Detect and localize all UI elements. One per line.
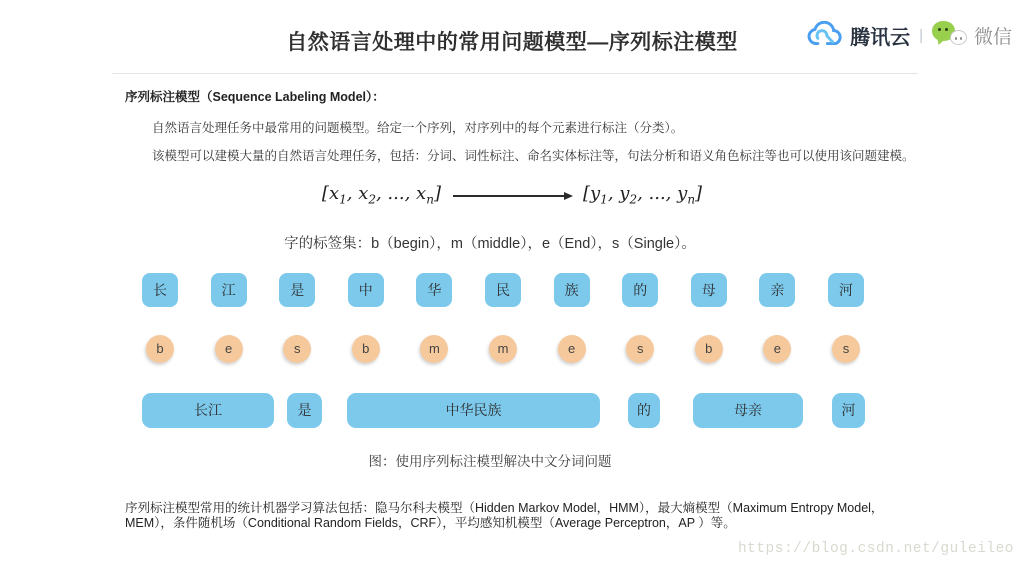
tag-circle: s (283, 335, 311, 363)
word-box: 长江 (142, 393, 274, 428)
tencent-cloud-icon (806, 21, 844, 49)
tag-circle: b (695, 335, 723, 363)
tag-circle: e (763, 335, 791, 363)
tag-circle: m (420, 335, 448, 363)
brand-divider: | (919, 26, 923, 44)
char-box: 江 (211, 273, 247, 307)
section-heading: 序列标注模型（Sequence Labeling Model）： (125, 90, 385, 104)
char-box: 的 (622, 273, 658, 307)
word-box: 的 (628, 393, 660, 428)
tag-circle: e (558, 335, 586, 363)
word-box: 中华民族 (347, 393, 600, 428)
watermark-url: https://blog.csdn.net/guleileo (737, 541, 1014, 557)
figure-caption: 图：使用序列标注模型解决中文分词问题 (368, 454, 612, 469)
tag-circle: s (832, 335, 860, 363)
label-set-definition: 字的标签集：b（begin），m（middle），e（End），s（Single）。 (284, 236, 696, 252)
sequence-formula (0, 183, 1024, 207)
tencent-cloud-label: 腾讯云 (850, 26, 911, 49)
char-box: 华 (416, 273, 452, 307)
char-box: 民 (485, 273, 521, 307)
tag-circle: e (215, 335, 243, 363)
char-box: 族 (554, 273, 590, 307)
word-box: 是 (287, 393, 322, 428)
segmentation-diagram (142, 273, 865, 429)
tag-circle: b (352, 335, 380, 363)
char-box: 中 (348, 273, 384, 307)
word-box: 母亲 (693, 393, 803, 428)
wechat-label: 微信 (973, 26, 1012, 48)
footnote-paragraph: 序列标注模型常用的统计机器学习算法包括：隐马尔科夫模型（Hidden Markov Model，HMM），最大熵模型（Maximum Entropy Model，MEM），条件随机场（Conditional Random Fields，CRF），平均感知机模型（Average Perceptron，AP ）等。 (125, 501, 884, 530)
paragraph-2: 该模型可以建模大量的自然语言处理任务，包括：分词、词性标注、命名实体标注等，句法分析和语义角色标注等也可以使用该问题建模。 (152, 149, 915, 163)
formula-input-sequence: [$x_1$, $x_2$, ..., $x_n$] (321, 183, 441, 207)
wechat-icon (932, 20, 968, 50)
char-box: 长 (142, 273, 178, 307)
word-box: 河 (832, 393, 865, 428)
char-box: 河 (828, 273, 864, 307)
char-box: 是 (279, 273, 315, 307)
char-box: 母 (691, 273, 727, 307)
page-title: 自然语言处理中的常用问题模型—序列标注模型 (286, 31, 738, 54)
arrow-right-icon (453, 195, 571, 197)
formula-output-sequence: [$y_1$, $y_2$, ..., $y_n$] (582, 183, 703, 207)
brand-logos (806, 16, 1012, 54)
tag-circle: b (146, 335, 174, 363)
paragraph-1: 自然语言处理任务中最常用的问题模型。给定一个序列，对序列中的每个元素进行标注（分类）。 (152, 121, 684, 135)
title-divider (112, 73, 918, 74)
char-box: 亲 (759, 273, 795, 307)
tag-circle: m (489, 335, 517, 363)
tag-circle: s (626, 335, 654, 363)
